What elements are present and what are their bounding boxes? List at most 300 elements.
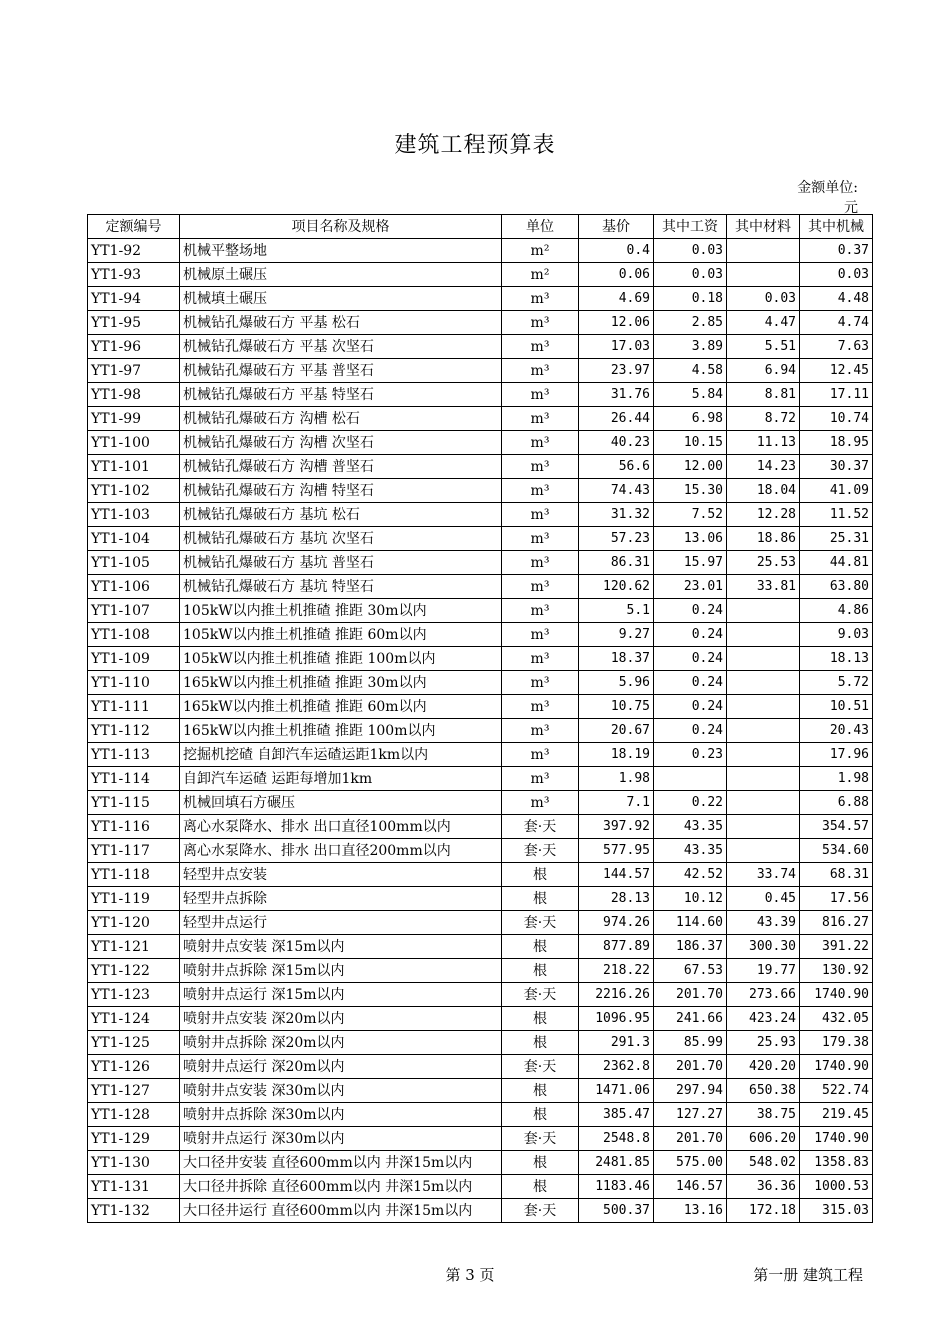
table-row — [88, 1103, 873, 1127]
cell-base-price: 28.13 — [579, 887, 654, 911]
cell-item-name: 机械钻孔爆破石方 平基 次坚石 — [180, 335, 502, 359]
cell-item-name: 喷射井点安装 深20m以内 — [180, 1007, 502, 1031]
cell-unit: 套·天 — [502, 1127, 579, 1151]
cell-item-name: 喷射井点拆除 深30m以内 — [180, 1103, 502, 1127]
cell-labor: 10.15 — [654, 431, 727, 455]
table-row — [88, 1055, 873, 1079]
cell-code: YT1-105 — [88, 551, 180, 575]
cell-labor: 0.24 — [654, 599, 727, 623]
table-row — [88, 407, 873, 431]
table-row — [88, 455, 873, 479]
cell-labor: 127.27 — [654, 1103, 727, 1127]
cell-material: 33.74 — [727, 863, 800, 887]
cell-labor: 12.00 — [654, 455, 727, 479]
cell-unit: m³ — [502, 695, 579, 719]
cell-labor: 6.98 — [654, 407, 727, 431]
column-header-unit: 单位 — [502, 215, 579, 239]
cell-unit: m³ — [502, 623, 579, 647]
cell-labor: 67.53 — [654, 959, 727, 983]
cell-code: YT1-117 — [88, 839, 180, 863]
cell-unit: m³ — [502, 431, 579, 455]
page-title: 建筑工程预算表 — [394, 133, 556, 158]
cell-labor: 10.12 — [654, 887, 727, 911]
cell-base-price: 9.27 — [579, 623, 654, 647]
cell-base-price: 500.37 — [579, 1199, 654, 1223]
cell-labor: 201.70 — [654, 1055, 727, 1079]
cell-code: YT1-112 — [88, 719, 180, 743]
cell-base-price: 2481.85 — [579, 1151, 654, 1175]
cell-machinery: 1740.90 — [800, 983, 873, 1007]
cell-machinery: 534.60 — [800, 839, 873, 863]
cell-base-price: 86.31 — [579, 551, 654, 575]
cell-unit: 套·天 — [502, 1199, 579, 1223]
cell-item-name: 165kW以内推土机推碴 推距 30m以内 — [180, 671, 502, 695]
cell-code: YT1-96 — [88, 335, 180, 359]
cell-material: 43.39 — [727, 911, 800, 935]
table-row — [88, 623, 873, 647]
cell-unit: 根 — [502, 935, 579, 959]
cell-base-price: 1096.95 — [579, 1007, 654, 1031]
cell-item-name: 105kW以内推土机推碴 推距 30m以内 — [180, 599, 502, 623]
cell-code: YT1-113 — [88, 743, 180, 767]
cell-item-name: 机械钻孔爆破石方 基坑 普坚石 — [180, 551, 502, 575]
cell-machinery: 11.52 — [800, 503, 873, 527]
cell-unit: 根 — [502, 1175, 579, 1199]
cell-code: YT1-94 — [88, 287, 180, 311]
cell-labor: 186.37 — [654, 935, 727, 959]
cell-machinery: 1000.53 — [800, 1175, 873, 1199]
cell-machinery: 12.45 — [800, 359, 873, 383]
cell-machinery: 30.37 — [800, 455, 873, 479]
table-row — [88, 479, 873, 503]
table-row — [88, 647, 873, 671]
cell-machinery: 179.38 — [800, 1031, 873, 1055]
table-row — [88, 1175, 873, 1199]
table-row — [88, 335, 873, 359]
cell-machinery: 17.56 — [800, 887, 873, 911]
budget-table — [87, 214, 873, 1223]
column-header-machinery: 其中机械 — [800, 215, 873, 239]
table-row — [88, 743, 873, 767]
cell-material: 0.03 — [727, 287, 800, 311]
cell-base-price: 385.47 — [579, 1103, 654, 1127]
cell-item-name: 轻型井点拆除 — [180, 887, 502, 911]
column-header-code: 定额编号 — [88, 215, 180, 239]
table-row — [88, 239, 873, 263]
cell-item-name: 离心水泵降水、排水 出口直径200mm以内 — [180, 839, 502, 863]
cell-base-price: 17.03 — [579, 335, 654, 359]
cell-machinery: 816.27 — [800, 911, 873, 935]
column-header-material: 其中材料 — [727, 215, 800, 239]
cell-item-name: 机械钻孔爆破石方 沟槽 松石 — [180, 407, 502, 431]
cell-code: YT1-98 — [88, 383, 180, 407]
cell-labor: 0.24 — [654, 671, 727, 695]
cell-machinery: 1740.90 — [800, 1055, 873, 1079]
cell-base-price: 5.1 — [579, 599, 654, 623]
table-row — [88, 839, 873, 863]
cell-unit: 套·天 — [502, 839, 579, 863]
cell-labor: 0.23 — [654, 743, 727, 767]
cell-material: 8.72 — [727, 407, 800, 431]
cell-machinery: 1358.83 — [800, 1151, 873, 1175]
cell-material: 12.28 — [727, 503, 800, 527]
cell-base-price: 74.43 — [579, 479, 654, 503]
cell-unit: m³ — [502, 335, 579, 359]
cell-code: YT1-95 — [88, 311, 180, 335]
cell-machinery: 1.98 — [800, 767, 873, 791]
cell-labor: 4.58 — [654, 359, 727, 383]
cell-machinery: 17.11 — [800, 383, 873, 407]
table-row — [88, 599, 873, 623]
table-row — [88, 1127, 873, 1151]
cell-code: YT1-109 — [88, 647, 180, 671]
cell-item-name: 机械钻孔爆破石方 基坑 特坚石 — [180, 575, 502, 599]
cell-base-price: 18.37 — [579, 647, 654, 671]
table-row — [88, 911, 873, 935]
cell-labor — [654, 767, 727, 791]
cell-unit: m³ — [502, 311, 579, 335]
cell-unit: m³ — [502, 455, 579, 479]
cell-machinery: 18.95 — [800, 431, 873, 455]
cell-material: 606.20 — [727, 1127, 800, 1151]
cell-base-price: 0.06 — [579, 263, 654, 287]
table-row — [88, 503, 873, 527]
cell-base-price: 218.22 — [579, 959, 654, 983]
cell-labor: 201.70 — [654, 1127, 727, 1151]
cell-code: YT1-122 — [88, 959, 180, 983]
cell-base-price: 4.69 — [579, 287, 654, 311]
cell-base-price: 40.23 — [579, 431, 654, 455]
table-row — [88, 383, 873, 407]
cell-base-price: 2362.8 — [579, 1055, 654, 1079]
cell-item-name: 喷射井点运行 深15m以内 — [180, 983, 502, 1007]
cell-item-name: 轻型井点运行 — [180, 911, 502, 935]
cell-code: YT1-115 — [88, 791, 180, 815]
cell-code: YT1-99 — [88, 407, 180, 431]
cell-machinery: 18.13 — [800, 647, 873, 671]
cell-unit: 根 — [502, 1031, 579, 1055]
cell-labor: 146.57 — [654, 1175, 727, 1199]
cell-base-price: 1471.06 — [579, 1079, 654, 1103]
cell-code: YT1-120 — [88, 911, 180, 935]
cell-code: YT1-103 — [88, 503, 180, 527]
cell-material — [727, 239, 800, 263]
cell-base-price: 577.95 — [579, 839, 654, 863]
cell-base-price: 0.4 — [579, 239, 654, 263]
cell-base-price: 26.44 — [579, 407, 654, 431]
cell-material: 423.24 — [727, 1007, 800, 1031]
cell-labor: 2.85 — [654, 311, 727, 335]
cell-unit: m³ — [502, 743, 579, 767]
cell-material — [727, 815, 800, 839]
cell-unit: m³ — [502, 719, 579, 743]
cell-labor: 13.06 — [654, 527, 727, 551]
cell-base-price: 31.32 — [579, 503, 654, 527]
cell-machinery: 41.09 — [800, 479, 873, 503]
book-label: 第一册 建筑工程 — [753, 1266, 863, 1284]
cell-unit: m³ — [502, 551, 579, 575]
cell-unit: m³ — [502, 503, 579, 527]
cell-labor: 0.24 — [654, 719, 727, 743]
cell-code: YT1-93 — [88, 263, 180, 287]
cell-material: 172.18 — [727, 1199, 800, 1223]
table-row — [88, 935, 873, 959]
cell-unit: m³ — [502, 407, 579, 431]
cell-material: 6.94 — [727, 359, 800, 383]
cell-code: YT1-104 — [88, 527, 180, 551]
cell-machinery: 354.57 — [800, 815, 873, 839]
cell-material — [727, 599, 800, 623]
cell-machinery: 20.43 — [800, 719, 873, 743]
cell-labor: 0.24 — [654, 695, 727, 719]
cell-code: YT1-92 — [88, 239, 180, 263]
page-number: 第 3 页 — [445, 1266, 495, 1284]
table-row — [88, 575, 873, 599]
cell-machinery: 10.74 — [800, 407, 873, 431]
cell-code: YT1-106 — [88, 575, 180, 599]
cell-item-name: 喷射井点拆除 深20m以内 — [180, 1031, 502, 1055]
cell-unit: m³ — [502, 767, 579, 791]
cell-base-price: 120.62 — [579, 575, 654, 599]
cell-unit: 套·天 — [502, 1055, 579, 1079]
cell-unit: 根 — [502, 1151, 579, 1175]
cell-labor: 7.52 — [654, 503, 727, 527]
cell-base-price: 7.1 — [579, 791, 654, 815]
cell-material: 25.53 — [727, 551, 800, 575]
cell-unit: m³ — [502, 383, 579, 407]
unit-note: 金额单位:元 — [797, 180, 858, 216]
table-row — [88, 959, 873, 983]
cell-item-name: 自卸汽车运碴 运距每增加1km — [180, 767, 502, 791]
cell-machinery: 0.37 — [800, 239, 873, 263]
cell-base-price: 5.96 — [579, 671, 654, 695]
cell-material: 300.30 — [727, 935, 800, 959]
cell-unit: 根 — [502, 887, 579, 911]
cell-material: 5.51 — [727, 335, 800, 359]
table-row — [88, 287, 873, 311]
cell-labor: 15.97 — [654, 551, 727, 575]
table-row — [88, 719, 873, 743]
cell-code: YT1-129 — [88, 1127, 180, 1151]
cell-unit: m² — [502, 263, 579, 287]
cell-labor: 297.94 — [654, 1079, 727, 1103]
cell-unit: 套·天 — [502, 815, 579, 839]
table-row — [88, 1151, 873, 1175]
cell-code: YT1-108 — [88, 623, 180, 647]
table-row — [88, 311, 873, 335]
table-row — [88, 359, 873, 383]
cell-code: YT1-130 — [88, 1151, 180, 1175]
cell-code: YT1-124 — [88, 1007, 180, 1031]
column-header-labor: 其中工资 — [654, 215, 727, 239]
cell-item-name: 喷射井点安装 深15m以内 — [180, 935, 502, 959]
table-row — [88, 527, 873, 551]
cell-code: YT1-126 — [88, 1055, 180, 1079]
cell-base-price: 2216.26 — [579, 983, 654, 1007]
cell-material — [727, 695, 800, 719]
cell-base-price: 397.92 — [579, 815, 654, 839]
table-row — [88, 1007, 873, 1031]
cell-base-price: 1.98 — [579, 767, 654, 791]
cell-material: 650.38 — [727, 1079, 800, 1103]
cell-unit: 根 — [502, 1103, 579, 1127]
cell-base-price: 20.67 — [579, 719, 654, 743]
cell-code: YT1-123 — [88, 983, 180, 1007]
cell-code: YT1-107 — [88, 599, 180, 623]
table-body — [88, 239, 873, 1223]
cell-labor: 5.84 — [654, 383, 727, 407]
column-header-name: 项目名称及规格 — [180, 215, 502, 239]
cell-material — [727, 647, 800, 671]
cell-base-price: 974.26 — [579, 911, 654, 935]
cell-labor: 0.24 — [654, 647, 727, 671]
cell-base-price: 10.75 — [579, 695, 654, 719]
cell-unit: 根 — [502, 863, 579, 887]
cell-code: YT1-102 — [88, 479, 180, 503]
cell-machinery: 432.05 — [800, 1007, 873, 1031]
cell-labor: 0.22 — [654, 791, 727, 815]
cell-item-name: 机械钻孔爆破石方 基坑 松石 — [180, 503, 502, 527]
table-row — [88, 887, 873, 911]
cell-labor: 13.16 — [654, 1199, 727, 1223]
cell-machinery: 4.86 — [800, 599, 873, 623]
table-row — [88, 983, 873, 1007]
cell-material: 25.93 — [727, 1031, 800, 1055]
cell-material: 273.66 — [727, 983, 800, 1007]
cell-code: YT1-128 — [88, 1103, 180, 1127]
cell-item-name: 105kW以内推土机推碴 推距 100m以内 — [180, 647, 502, 671]
cell-material — [727, 263, 800, 287]
cell-material: 11.13 — [727, 431, 800, 455]
table-row — [88, 695, 873, 719]
cell-code: YT1-132 — [88, 1199, 180, 1223]
cell-machinery: 0.03 — [800, 263, 873, 287]
cell-unit: m³ — [502, 791, 579, 815]
cell-labor: 241.66 — [654, 1007, 727, 1031]
cell-machinery: 17.96 — [800, 743, 873, 767]
cell-code: YT1-116 — [88, 815, 180, 839]
cell-item-name: 机械钻孔爆破石方 沟槽 普坚石 — [180, 455, 502, 479]
cell-item-name: 轻型井点安装 — [180, 863, 502, 887]
cell-item-name: 喷射井点拆除 深15m以内 — [180, 959, 502, 983]
cell-labor: 114.60 — [654, 911, 727, 935]
table-row — [88, 863, 873, 887]
cell-code: YT1-118 — [88, 863, 180, 887]
cell-machinery: 10.51 — [800, 695, 873, 719]
cell-item-name: 机械钻孔爆破石方 平基 特坚石 — [180, 383, 502, 407]
cell-material: 18.86 — [727, 527, 800, 551]
cell-labor: 0.18 — [654, 287, 727, 311]
cell-unit: m² — [502, 239, 579, 263]
cell-material: 19.77 — [727, 959, 800, 983]
cell-labor: 42.52 — [654, 863, 727, 887]
cell-base-price: 12.06 — [579, 311, 654, 335]
cell-labor: 0.03 — [654, 239, 727, 263]
cell-code: YT1-125 — [88, 1031, 180, 1055]
cell-item-name: 机械钻孔爆破石方 基坑 次坚石 — [180, 527, 502, 551]
cell-unit: m³ — [502, 647, 579, 671]
cell-unit: 根 — [502, 1079, 579, 1103]
cell-machinery: 4.74 — [800, 311, 873, 335]
cell-material: 14.23 — [727, 455, 800, 479]
cell-unit: m³ — [502, 287, 579, 311]
cell-unit: m³ — [502, 359, 579, 383]
cell-base-price: 23.97 — [579, 359, 654, 383]
cell-base-price: 56.6 — [579, 455, 654, 479]
cell-labor: 3.89 — [654, 335, 727, 359]
cell-item-name: 机械回填石方碾压 — [180, 791, 502, 815]
cell-code: YT1-127 — [88, 1079, 180, 1103]
cell-base-price: 144.57 — [579, 863, 654, 887]
cell-machinery: 68.31 — [800, 863, 873, 887]
table-row — [88, 1079, 873, 1103]
cell-labor: 43.35 — [654, 839, 727, 863]
cell-code: YT1-114 — [88, 767, 180, 791]
cell-item-name: 挖掘机挖碴 自卸汽车运碴运距1km以内 — [180, 743, 502, 767]
table-row — [88, 1199, 873, 1223]
cell-material — [727, 623, 800, 647]
cell-base-price: 18.19 — [579, 743, 654, 767]
cell-unit: 根 — [502, 959, 579, 983]
table-header-row — [88, 215, 873, 239]
column-header-base-price: 基价 — [579, 215, 654, 239]
cell-item-name: 机械填土碾压 — [180, 287, 502, 311]
cell-base-price: 31.76 — [579, 383, 654, 407]
cell-item-name: 喷射井点运行 深20m以内 — [180, 1055, 502, 1079]
cell-code: YT1-97 — [88, 359, 180, 383]
cell-machinery: 44.81 — [800, 551, 873, 575]
cell-item-name: 105kW以内推土机推碴 推距 60m以内 — [180, 623, 502, 647]
cell-base-price: 291.3 — [579, 1031, 654, 1055]
cell-machinery: 25.31 — [800, 527, 873, 551]
cell-labor: 201.70 — [654, 983, 727, 1007]
cell-machinery: 7.63 — [800, 335, 873, 359]
cell-labor: 0.03 — [654, 263, 727, 287]
cell-material — [727, 767, 800, 791]
cell-labor: 15.30 — [654, 479, 727, 503]
cell-item-name: 喷射井点运行 深30m以内 — [180, 1127, 502, 1151]
cell-unit: 套·天 — [502, 911, 579, 935]
cell-material — [727, 743, 800, 767]
table-row — [88, 791, 873, 815]
cell-material — [727, 791, 800, 815]
cell-machinery: 391.22 — [800, 935, 873, 959]
cell-material: 420.20 — [727, 1055, 800, 1079]
cell-item-name: 机械钻孔爆破石方 沟槽 特坚石 — [180, 479, 502, 503]
cell-machinery: 9.03 — [800, 623, 873, 647]
cell-item-name: 机械钻孔爆破石方 平基 普坚石 — [180, 359, 502, 383]
cell-material: 548.02 — [727, 1151, 800, 1175]
cell-labor: 0.24 — [654, 623, 727, 647]
cell-unit: 根 — [502, 1007, 579, 1031]
table-row — [88, 1031, 873, 1055]
cell-code: YT1-119 — [88, 887, 180, 911]
cell-item-name: 大口径井运行 直径600mm以内 井深15m以内 — [180, 1199, 502, 1223]
cell-machinery: 6.88 — [800, 791, 873, 815]
table-row — [88, 431, 873, 455]
cell-unit: m³ — [502, 575, 579, 599]
cell-item-name: 喷射井点安装 深30m以内 — [180, 1079, 502, 1103]
cell-material — [727, 839, 800, 863]
cell-machinery: 63.80 — [800, 575, 873, 599]
cell-material: 0.45 — [727, 887, 800, 911]
cell-code: YT1-131 — [88, 1175, 180, 1199]
table-row — [88, 263, 873, 287]
cell-material — [727, 671, 800, 695]
cell-unit: m³ — [502, 527, 579, 551]
cell-material: 38.75 — [727, 1103, 800, 1127]
cell-labor: 43.35 — [654, 815, 727, 839]
